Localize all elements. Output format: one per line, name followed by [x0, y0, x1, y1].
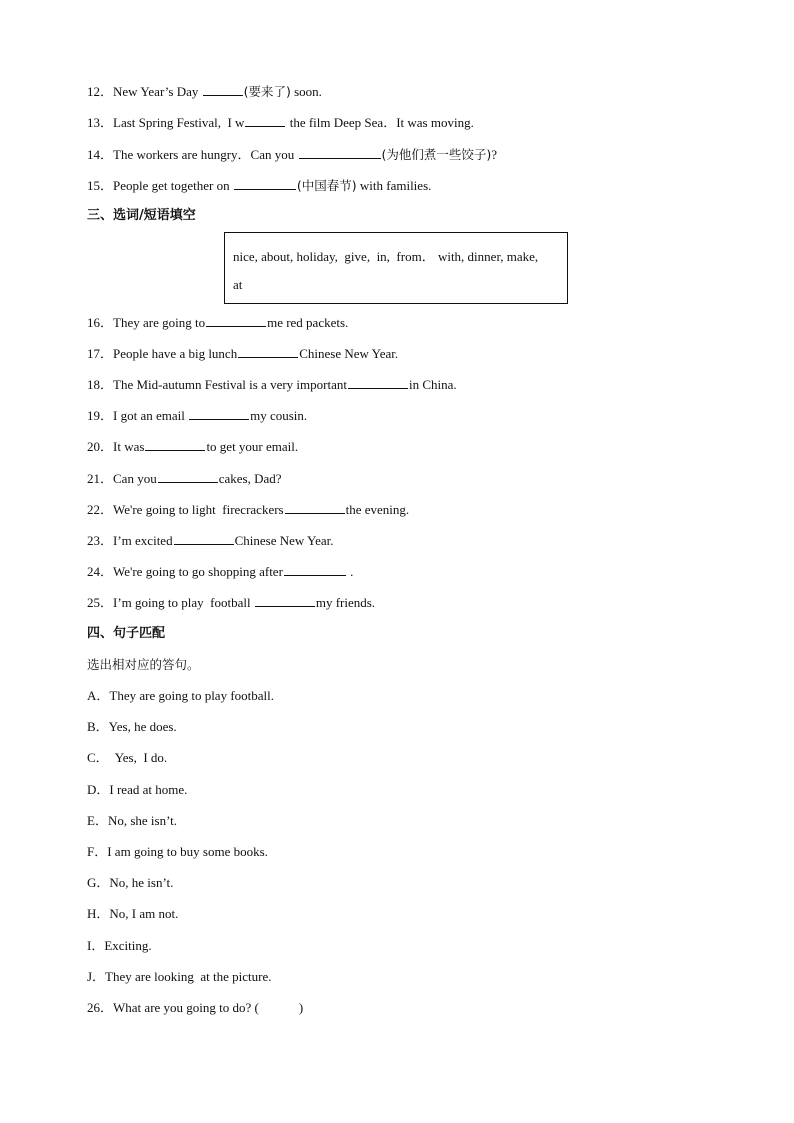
answer-blank[interactable]: [285, 501, 345, 514]
answer-blank[interactable]: [284, 563, 346, 576]
section-4-title: 四、句子匹配: [87, 626, 166, 641]
option-c: C． Yes, I do.: [87, 750, 168, 765]
option-j: J．They are looking at the picture.: [87, 969, 272, 984]
answer-blank[interactable]: [238, 345, 298, 358]
answer-blank[interactable]: [189, 407, 249, 420]
word-bank-line-1: nice, about, holiday, give, in, from． with, dinner, make,: [233, 249, 539, 264]
question-16: 16．They are going to me red packets.: [87, 315, 349, 330]
answer-blank[interactable]: [158, 470, 218, 483]
answer-blank[interactable]: [145, 438, 205, 451]
question-21: 21．Can you cakes, Dad?: [87, 471, 282, 486]
option-a: A．They are going to play football.: [87, 688, 275, 703]
question-18: 18．The Mid-autumn Festival is a very important in China.: [87, 377, 457, 392]
answer-blank[interactable]: [234, 177, 296, 190]
question-13: 13．Last Spring Festival, I w the film Deep Sea．It was moving.: [87, 115, 474, 130]
answer-blank[interactable]: [348, 376, 408, 389]
word-bank-line-2: at: [233, 277, 243, 292]
question-22: 22．We're going to light firecrackers the evening.: [87, 502, 410, 517]
option-g: G．No, he isn’t.: [87, 875, 174, 890]
question-14: 14．The workers are hungry．Can you (为他们煮一些饺子)?: [87, 147, 498, 162]
option-b: B．Yes, he does.: [87, 719, 177, 734]
word-bank-box: [224, 232, 568, 304]
answer-blank[interactable]: [299, 146, 381, 159]
option-i: I．Exciting.: [87, 938, 152, 953]
option-h: H．No, I am not.: [87, 906, 179, 921]
answer-blank[interactable]: [206, 314, 266, 327]
question-17: 17．People have a big lunch Chinese New Year.: [87, 346, 399, 361]
section-3-title: 三、选词/短语填空: [87, 208, 196, 223]
question-19: 19．I got an email my cousin.: [87, 408, 308, 423]
answer-blank[interactable]: [255, 594, 315, 607]
option-f: F．I am going to buy some books.: [87, 844, 268, 859]
answer-blank[interactable]: [203, 83, 243, 96]
option-e: E．No, she isn’t.: [87, 813, 178, 828]
question-20: 20．It was to get your email.: [87, 439, 299, 454]
option-d: D．I read at home.: [87, 782, 188, 797]
question-12: 12．New Year’s Day (要来了) soon.: [87, 84, 322, 99]
question-15: 15．People get together on (中国春节) with families.: [87, 178, 432, 193]
question-26: 26．What are you going to do? ( ): [87, 1000, 304, 1015]
question-25: 25．I’m going to play football my friends.: [87, 595, 376, 610]
answer-blank[interactable]: [245, 114, 285, 127]
instruction-text: 选出相对应的答句。: [87, 657, 200, 672]
question-23: 23．I’m excited Chinese New Year.: [87, 533, 334, 548]
answer-blank[interactable]: [174, 532, 234, 545]
question-24: 24．We're going to go shopping after .: [87, 564, 354, 579]
